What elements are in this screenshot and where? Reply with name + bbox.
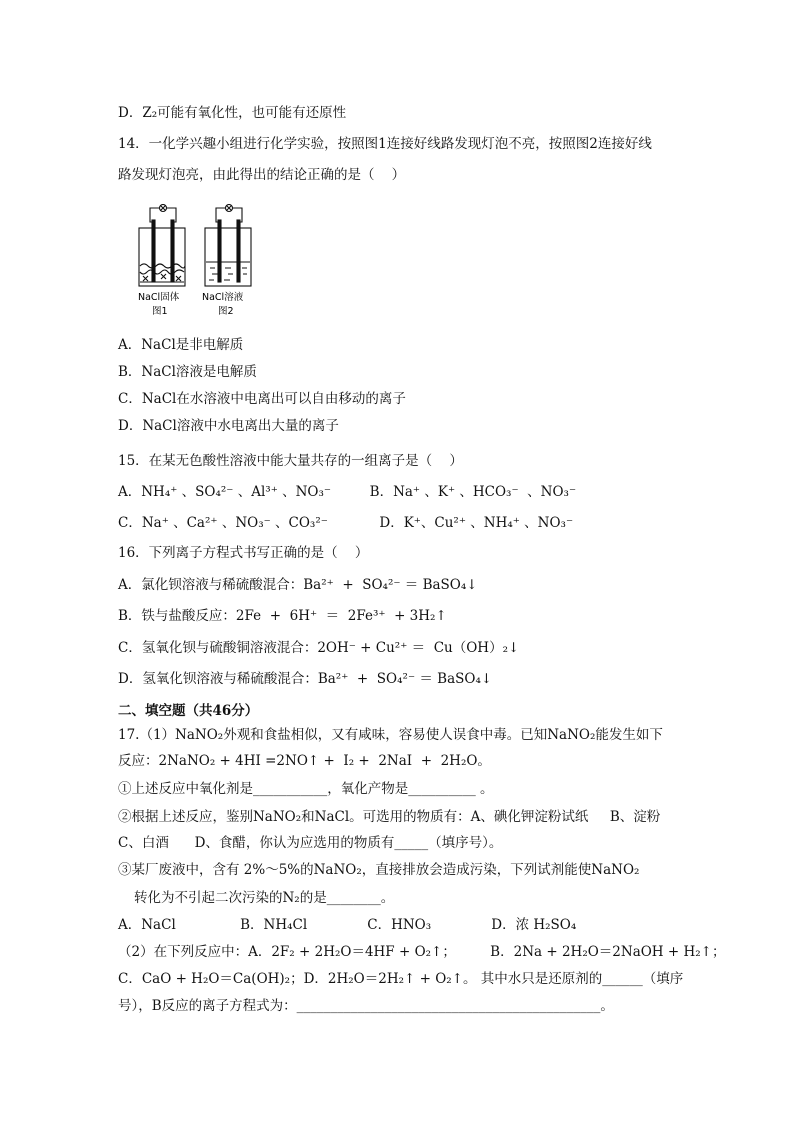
q14-stem-line1: 14．一化学兴趣小组进行化学实验，按照图1连接好线路发现灯泡不亮，按照图2连接好线 xyxy=(118,136,652,152)
q17-2-line1: （2）在下列反应中：A．2F₂ + 2H₂O＝4HF + O₂↑； B．2Na + 2H₂O＝2NaOH + H₂↑； xyxy=(118,944,726,960)
figure-1-label: NaCl固体 xyxy=(138,292,180,303)
q17-part3-line1: ③某厂废液中，含有 2%～5%的NaNO₂，直接排放会造成污染，下列试剂能使NaNO₂ xyxy=(118,862,640,878)
q16-option-b: B．铁与盐酸反应：2Fe + 6H⁺ ＝ 2Fe³⁺ + 3H₂↑ xyxy=(118,608,447,624)
q16-option-d: D．氢氧化钡溶液与稀硫酸混合：Ba²⁺ + SO₄²⁻ ＝ BaSO₄↓ xyxy=(118,671,493,687)
electrode-2a xyxy=(218,220,221,282)
conductivity-figure xyxy=(134,204,274,316)
section-heading: 二、填空题（共46分） xyxy=(118,703,259,719)
q17-part1: ①上述反应中氧化剂是___________，氧化产物是__________ 。 xyxy=(118,781,494,797)
q15-stem: 15．在某无色酸性溶液中能大量共存的一组离子是（ ） xyxy=(118,453,463,469)
q15-options-cd: C．Na⁺ 、Ca²⁺ 、NO₃⁻ 、CO₃²⁻ D．K⁺、Cu²⁺ 、NH₄⁺ 、NO₃⁻ xyxy=(118,515,574,531)
q17-2-line3: 号），B反应的离子方程式为：_____________________________________________。 xyxy=(118,998,614,1014)
q15-options-ab: A．NH₄⁺ 、SO₄²⁻ 、Al³⁺ 、NO₃⁻ B．Na⁺ 、K⁺ 、HCO₃⁻ 、NO₃⁻ xyxy=(118,484,577,500)
q17-part2-line2: C、白酒 D、食醋，你认为应选用的物质有_____（填序号）。 xyxy=(118,835,503,851)
figure-2-label: NaCl溶液 xyxy=(202,292,244,303)
beaker-1 xyxy=(139,205,185,287)
q14-option-d: D．NaCl溶液中水电离出大量的离子 xyxy=(118,418,339,434)
q17-stem-line2: 反应：2NaNO₂ + 4HI =2NO↑ + I₂ + 2NaI + 2H₂O。 xyxy=(118,753,491,769)
q14-option-a: A．NaCl是非电解质 xyxy=(118,337,244,353)
q16-option-c: C．氢氧化钡与硫酸铜溶液混合：2OH⁻ + Cu²⁺ ＝ Cu（OH）₂↓ xyxy=(118,640,520,656)
q17-part2-line1: ②根据上述反应，鉴别NaNO₂和NaCl。可选用的物质有：A、碘化钾淀粉试纸 B、淀粉 xyxy=(118,809,661,825)
figure-2-caption: 图2 xyxy=(218,306,234,316)
q17-part3-line2: 转化为不引起二次污染的N₂的是________。 xyxy=(134,890,395,906)
q13-option-d: D．Z₂可能有氧化性，也可能有还原性 xyxy=(118,105,347,121)
q17-stem-line1: 17.（1）NaNO₂外观和食盐相似，又有咸味，容易使人误食中毒。已知NaNO₂能发生如下 xyxy=(118,727,663,743)
q16-option-a: A．氯化钡溶液与稀硫酸混合：Ba²⁺ + SO₄²⁻ ＝ BaSO₄↓ xyxy=(118,577,478,593)
beaker-2 xyxy=(205,205,251,287)
q14-option-c: C．NaCl在水溶液中电离出可以自由移动的离子 xyxy=(118,391,406,407)
q17-part3-options: A．NaCl B．NH₄Cl C．HNO₃ D．浓 H₂SO₄ xyxy=(118,917,577,933)
electrode-2b xyxy=(237,220,240,282)
q14-option-b: B．NaCl溶液是电解质 xyxy=(118,364,257,380)
q16-stem: 16．下列离子方程式书写正确的是（ ） xyxy=(118,545,369,561)
q17-2-line2: C．CaO + H₂O＝Ca(OH)₂；D．2H₂O＝2H₂↑ + O₂↑。 其中水只是还原剂的______（填序 xyxy=(118,971,684,987)
figure-1-caption: 图1 xyxy=(152,306,168,316)
q14-stem-line2: 路发现灯泡亮，由此得出的结论正确的是（ ） xyxy=(118,167,406,183)
